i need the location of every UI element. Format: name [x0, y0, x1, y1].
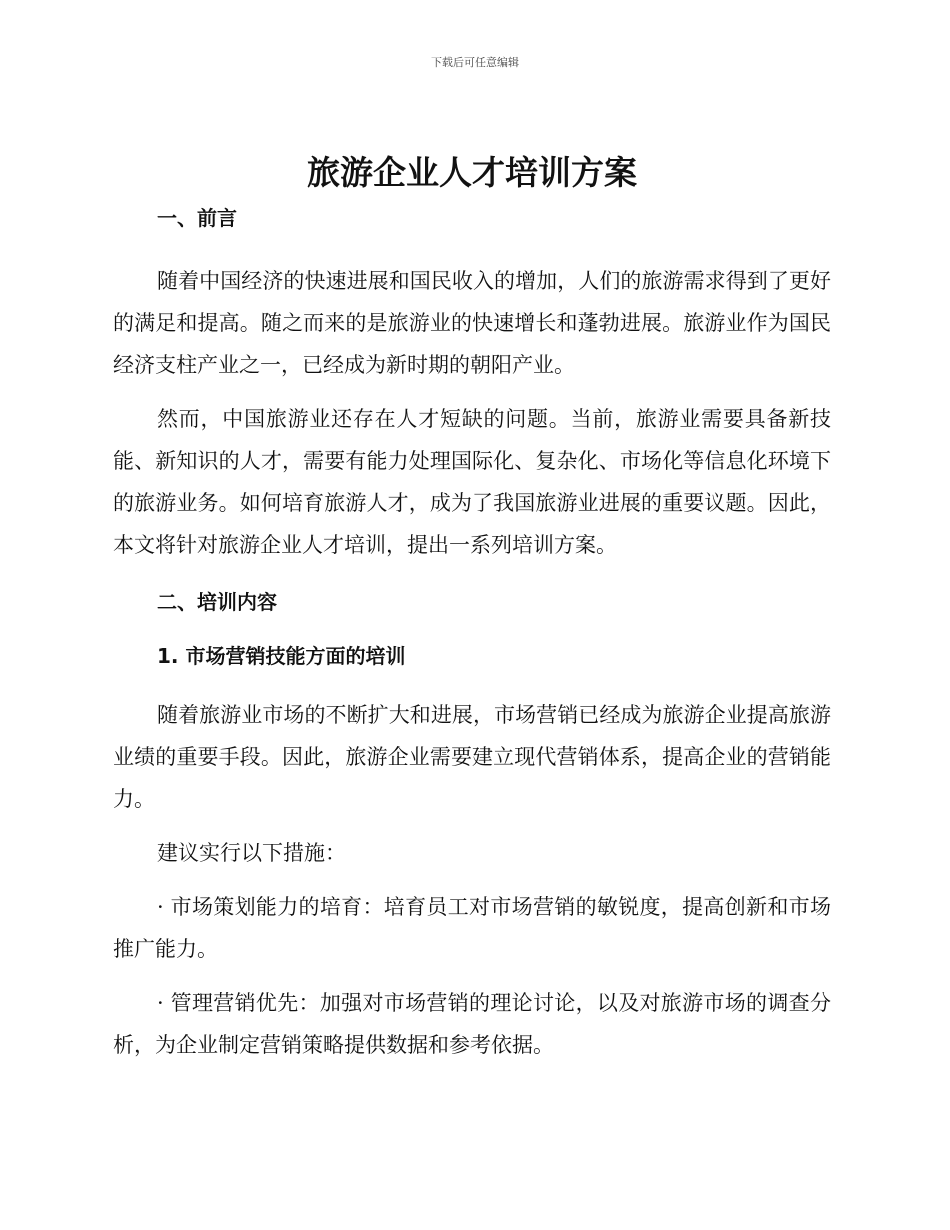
bullet-item-2: · 管理营销优先：加强对市场营销的理论讨论，以及对旅游市场的调查分析，为企业制定营销策略提供数据和参考依据。: [113, 991, 831, 1057]
paragraph-marketing-2: 建议实行以下措施：: [157, 841, 346, 865]
paragraph-preface-1: 随着中国经济的快速进展和国民收入的增加，人们的旅游需求得到了更好的满足和提高。随之而来的是旅游业的快速增长和蓬勃进展。旅游业作为国民经济支柱产业之一，已经成为新时期的朝阳产业。: [113, 269, 831, 377]
section-heading-training-content: 二、培训内容: [157, 590, 277, 614]
header-note: 下载后可任意编辑: [431, 56, 519, 69]
section-heading-preface: 一、前言: [157, 206, 237, 230]
document-body: [113, 150, 831, 1066]
subsection-heading-marketing: 1. 市场营销技能方面的培训: [157, 644, 406, 668]
bullet-item-1: · 市场策划能力的培育：培育员工对市场营销的敏锐度，提高创新和市场推广能力。: [113, 895, 831, 961]
paragraph-preface-2: 然而，中国旅游业还存在人才短缺的问题。当前，旅游业需要具备新技能、新知识的人才，需要有能力处理国际化、复杂化、市场化等信息化环境下的旅游业务。如何培育旅游人才，成为了我国旅游业进展的重要议题。因此，本文将针对旅游企业人才培训，提出一系列培训方案。: [113, 407, 831, 557]
paragraph-marketing-1: 随着旅游业市场的不断扩大和进展，市场营销已经成为旅游企业提高旅游业绩的重要手段。因此，旅游企业需要建立现代营销体系，提高企业的营销能力。: [113, 703, 831, 811]
document-title: 旅游企业人才培训方案: [307, 153, 637, 192]
